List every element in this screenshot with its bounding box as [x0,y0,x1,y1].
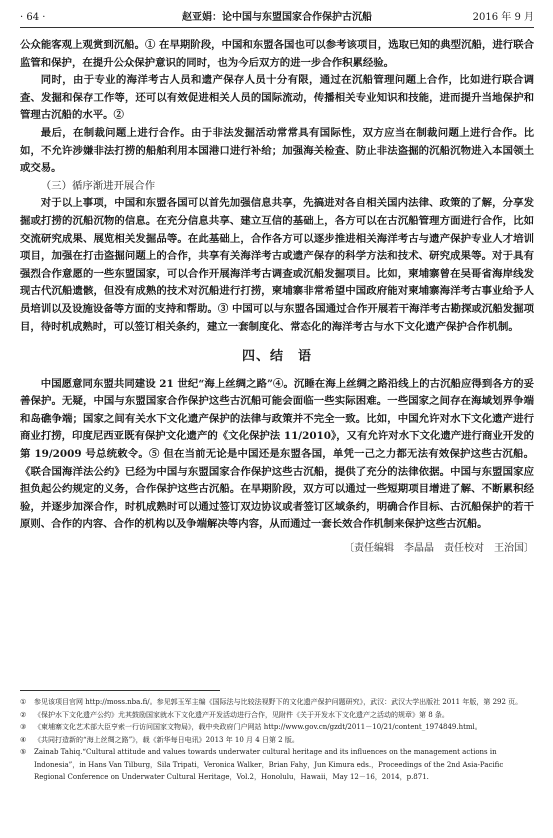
footnote-mark: ⑤ [20,748,27,756]
footnote-text: Zainab Tahiq.“Cultural attitude and values towards underwater cultural heritage and its influences on the management actions in Indonesia”，in Hans Van Tilburg，Sila Tripati，Veronica Walker，Brian Fahy，Jun Kimura eds.，Proceedings of the 2nd Asia-Pacific Regional Conference on Underwater Cultural Heritage，Vol.2，Honolulu，Hawaii，May 12－16，2014，p.871. [34,748,504,781]
paragraph-4: 对于以上事项，中国和东盟各国可以首先加强信息共享，先搞进对各自相关国内法律、政策的了解，分享发掘或打捞的沉船沉物的信息。在充分信息共享、建立互信的基础上，各方可以在古沉船管理方面进行合作，比如交流研究成果、展览相关发掘品等。在此基础上，合作各方可以逐步推进相关海洋考古与遗产保护专业人才培训项目，加强在打击盗掘问题上的合作，共享有关海洋考古或遗产保存的科学方法和技术、研究成果等。对于具有强烈合作意愿的一些东盟国家，可以合作开展海洋考古调查或沉船发掘项目。比如，柬埔寨曾在吴哥省海岸线发现古代沉船遗骸，但没有成熟的技术对沉船进行打捞，柬埔寨非常希望中国政府能对柬埔寨海洋考古事业给予人员培训以及设施设备等方面的支持和帮助。③ 中国可以与东盟各国通过合作开展若干海洋考古勘探或沉船发掘项目，待时机成熟时，可以签订相关条约，建立一套制度化、常态化的海洋考古与水下文化遗产保护合作机制。 [20,197,534,333]
issue-date: 2016 年 9 月 [472,12,534,23]
editor-credits: 〔责任编辑 李晶晶 责任校对 王治国〕 [344,543,534,555]
paragraph-5: 中国愿意同东盟共同建设 21 世纪“海上丝绸之路”④。沉睡在海上丝绸之路沿线上的古沉船应得到各方的妥善保护。无疑，中国与东盟国家合作保护这些古沉船可能会面临一些实际困难。一些国家之间存在海域划界争端和岛礁争端；国家之间有关水下文化遗产保护的法律与政策并不完全一致。比如，中国允许对水下文化遗产进行商业打捞，印度尼西亚既有保护文化遗产的《文化保护法 11/2010》，又有允许对水下文化遗产进行商业开发的第 19/2009 号总统敕令。⑤ 但在当前无论是中国还是东盟各国，单凭一己之力都无法有效保护这些古沉船。《联合国海洋法公约》已经为中国与东盟国家合作保护这些古沉船，提供了充分的法律依据。中国与东盟国家应担负起公约规定的义务，合作保护这些古沉船。在早期阶段，双方可以通过一些短期项目增进了解、不断累积经验，并逐步加深合作，时机成熟时可以通过签订双边协议或者签订区域条约，明确合作目标、古沉船保护的若干原则、合作的内容、合作的机构以及争端解决等内容，从而通过一套长效合作机制来保护这些古沉船。 [20,377,534,531]
footnote-text: 《柬埔寨文化艺术部大臣亨索一行访问国家文物局》，载中央政府门户网站 http://www.gov.cn/gzdt/2011－10/21/content_1974849.html。 [34,723,482,731]
subsection-heading: （三）循序渐进开展合作 [40,179,156,192]
running-title: 赵亚娟：论中国与东盟国家合作保护古沉船 [182,12,372,23]
article-body [20,37,534,558]
footnote-2 [20,709,534,722]
footnote-3 [20,721,534,734]
footnote-5 [20,746,534,784]
running-header [20,9,534,28]
paragraph-3: 最后，在制裁问题上进行合作。由于非法发掘活动常常具有国际性，双方应当在制裁问题上进行合作。比如，不允许涉嫌非法打捞的船舶利用本国港口进行补给；加强海关检查、防止非法盗掘的沉船沉物进入本国领土或交易。 [20,126,534,175]
footnote-4 [20,734,534,747]
paragraph-1: 公众能客观上观赏到沉船。① 在早期阶段，中国和东盟各国也可以参考该项目，选取已知的典型沉船，进行联合监管和保护，在提升公众保护意识的同时，也为今后双方的进一步合作积累经验。 [20,39,534,69]
footnote-divider [20,690,220,691]
footnotes [20,696,534,784]
paragraph-2: 同时，由于专业的海洋考古人员和遗产保存人员十分有限，通过在沉船管理问题上合作，比如进行联合调查、发掘和保存工作等，还可以有效促进相关人员的国际流动，传播相关专业知识和技能，进而提升当地保护和管理古沉船的水平。② [20,74,534,122]
footnote-mark: ① [20,698,27,706]
footnote-text: 《共同打造新的“海上丝绸之路”》，载《新华每日电讯》2013 年 10 月 4 日第 2 版。 [34,735,299,744]
page-number: · 64 · [20,12,46,23]
footnote-mark: ③ [20,723,27,731]
footnote-text: 《保护水下文化遗产公约》尤其鼓励国家就水下文化遗产开发活动进行合作，见附件《关于开发水下文化遗产之活动的规章》第 8 条。 [34,710,449,719]
footnote-1 [20,696,534,709]
footnote-mark: ② [20,710,27,719]
footnote-text: 参见该项目官网 http://moss.nba.fi/。参见郭玉军主编《国际法与比较法视野下的文化遗产保护问题研究》，武汉：武汉大学出版社 2011 年版，第 292 页。 [34,698,523,706]
footnote-mark: ④ [20,735,27,744]
section-title: 四、结 语 [241,349,312,365]
